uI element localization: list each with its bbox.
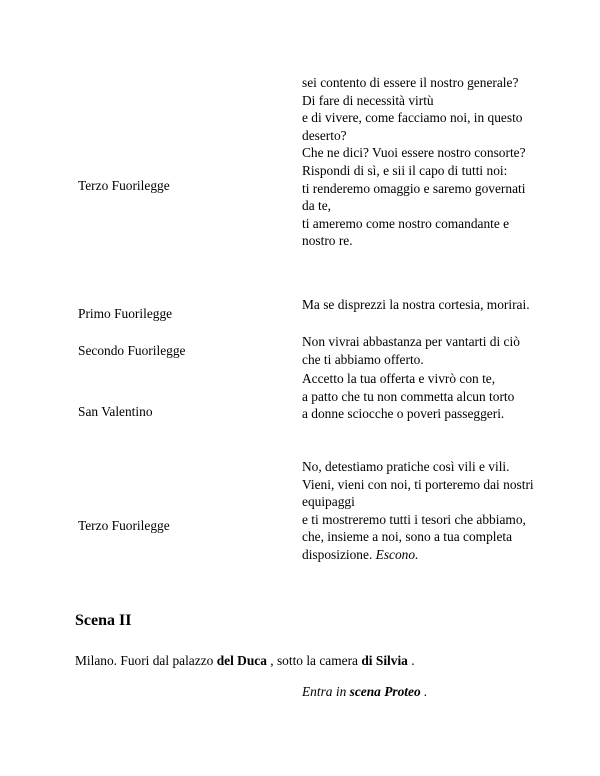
speaker-name [78, 459, 293, 593]
scene-title: Scena II [75, 612, 132, 629]
speech-block [302, 296, 534, 314]
speaker-label: Terzo Fuorilegge [78, 518, 170, 534]
speech-line: Ma se disprezzi la nostra cortesia, morirai. [302, 297, 530, 312]
speaker-label: San Valentino [78, 403, 153, 419]
setting-person: di Silvia [361, 653, 408, 668]
speech-block [302, 370, 534, 423]
setting-text: Milano. Fuori dal palazzo [75, 653, 217, 668]
stage-direction: Escono. [375, 546, 419, 562]
speech-line: ti renderemo omaggio e saremo governati da te, [302, 180, 526, 214]
entry-text: . [420, 684, 428, 699]
entry-character: scena Proteo [349, 684, 421, 699]
speech-block [302, 458, 534, 564]
speech-line: Che ne dici? Vuoi essere nostro consorte? [302, 145, 526, 161]
entry-text: Entra in [302, 684, 350, 699]
speech-line: sei contento di essere il nostro generale? [302, 75, 519, 90]
speech-text: che, insieme a noi, sono a tua completa disposizione. [302, 529, 513, 562]
speech-line: Vieni, vieni con noi, ti porteremo dai nostri equipaggi [302, 476, 534, 510]
setting-text: . [407, 653, 415, 668]
speaker-name [78, 296, 293, 331]
speech-line: No, detestiamo pratiche così vili e vili. [302, 459, 510, 474]
speech-line: Non vivrai abbastanza per vantarti di ciò che ti abbiamo offerto. [302, 334, 520, 367]
setting-text: , sotto la camera [266, 653, 362, 668]
speech-line: a donne sciocche o poveri passeggeri. [302, 406, 505, 422]
speaker-name [78, 370, 293, 453]
entry-direction [302, 683, 427, 701]
speech-line: e ti mostreremo tutti i tesori che abbiamo, [302, 511, 526, 527]
speaker-label: Primo Fuorilegge [78, 305, 173, 321]
speaker-label: Secondo Fuorilegge [78, 342, 186, 358]
speech-line: Accetto la tua offerta e vivrò con te, [302, 371, 496, 386]
speech-line [302, 528, 534, 563]
speech-line: Rispondi di sì, e sii il capo di tutti noi: [302, 162, 508, 178]
speech-block [302, 333, 534, 368]
speaker-name [78, 333, 293, 368]
speaker-label: Terzo Fuorilegge [78, 178, 170, 194]
speech-block [302, 74, 534, 250]
setting-place: del Duca [216, 653, 267, 668]
speech-line: a patto che tu non commetta alcun torto [302, 388, 515, 404]
speech-line: e di vivere, come facciamo noi, in questo deserto? [302, 110, 523, 143]
scene-setting [75, 652, 415, 670]
speech-line: ti ameremo come nostro comandante e nostro re. [302, 215, 510, 249]
speaker-name [78, 76, 293, 296]
speech-line: Di fare di necessità virtù [302, 92, 434, 108]
